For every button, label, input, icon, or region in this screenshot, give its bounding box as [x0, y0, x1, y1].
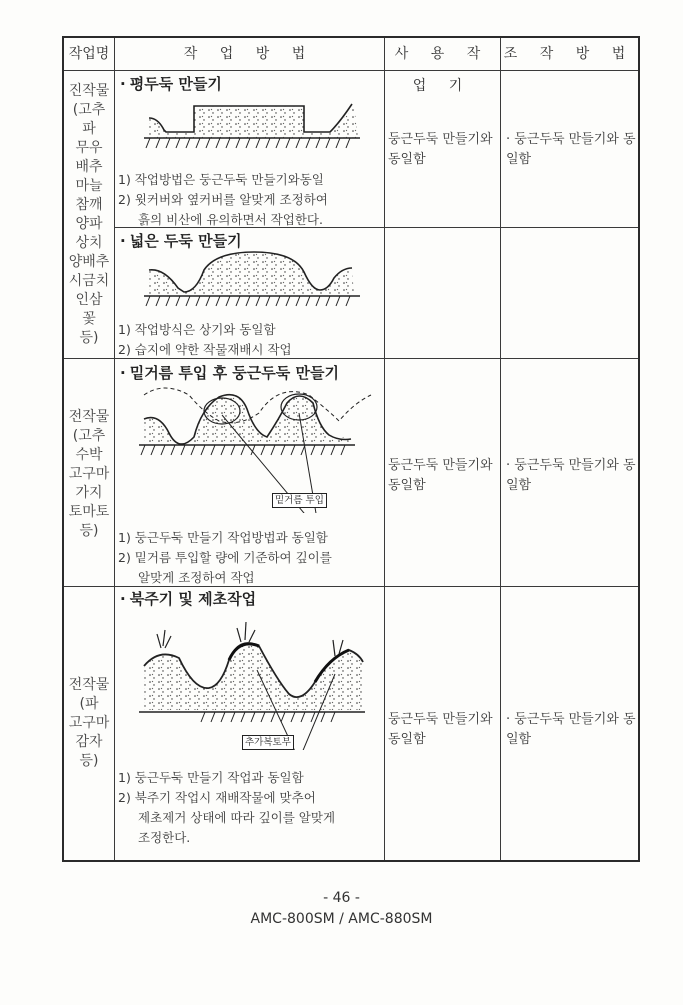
model-name: AMC-800SM / AMC-880SM	[250, 911, 433, 927]
crop-label: 꽃	[82, 311, 96, 327]
crop-label: 등)	[79, 330, 99, 346]
note-line: 1) 작업방식은 상기와 동일함	[118, 322, 276, 337]
flat-ridge-diagram	[144, 94, 364, 158]
column-divider	[114, 38, 115, 860]
machine-cell: 둥근두둑 만들기와 동일함	[388, 712, 493, 747]
section-notes	[118, 528, 332, 588]
note-line: 2) 밑거름 투입할 량에 기준하여 깊이를	[118, 550, 332, 565]
crop-label: 등)	[79, 523, 99, 539]
operation-cell: · 둥근두둑 만들기와 동일함	[506, 132, 636, 167]
crop-label: 인삼	[75, 292, 103, 308]
operation-cell: · 둥근두둑 만들기와 동일함	[506, 458, 636, 493]
section-title-fertilizer-ridge: · 밑거름 투입 후 둥근두둑 만들기	[120, 364, 339, 382]
note-line: 2) 윗커버와 옆커버를 알맞게 조정하여	[118, 192, 328, 207]
note-line: 제초제거 상태에 따라 깊이를 알맞게	[138, 810, 336, 825]
page-number: - 46 -	[323, 890, 360, 906]
crop-group-1	[64, 82, 114, 348]
crop-label: 고구마	[68, 715, 110, 731]
work-method-table	[62, 36, 640, 862]
section-title-hilling: · 북주기 및 제초작업	[120, 590, 257, 608]
crop-label: 상치	[75, 235, 103, 251]
crop-group-3	[64, 676, 114, 771]
hilling-diagram	[139, 610, 379, 750]
added-soil-callout: 추가복토부	[242, 735, 294, 750]
crop-label: 가지	[75, 485, 103, 501]
crop-label: 전작물	[68, 677, 110, 693]
fertilizer-callout: 밑거름 투입	[272, 493, 327, 508]
crop-label: 마늘	[75, 178, 103, 194]
header-divider	[64, 70, 638, 71]
crop-label: 참깨	[75, 197, 103, 213]
header-machine: 사 용 작 업 기	[394, 46, 490, 94]
crop-label: 양파	[75, 216, 103, 232]
crop-label: 배추	[75, 159, 103, 175]
note-line: 조정한다.	[138, 830, 191, 845]
note-line: 흙의 비산에 유의하면서 작업한다.	[138, 212, 323, 227]
section-notes	[118, 170, 328, 230]
machine-cell: 둥근두둑 만들기와 동일함	[388, 458, 493, 493]
header-operation: 조 작 방 법	[503, 46, 635, 62]
crop-label: (파	[79, 696, 99, 712]
header-work-method: 작 업 방 법	[183, 46, 315, 62]
crop-label: 등)	[79, 753, 99, 769]
crop-label: 전작물	[68, 409, 110, 425]
crop-label: 수박	[75, 447, 103, 463]
section-notes	[118, 768, 335, 848]
column-divider	[500, 38, 501, 860]
crop-label: (고추	[72, 428, 106, 444]
column-divider	[384, 38, 385, 860]
crop-label: 시금치	[68, 273, 110, 289]
section-title-flat-ridge: · 평두둑 만들기	[120, 75, 222, 93]
note-line: 1) 둥근두둑 만들기 작업방법과 동일함	[118, 530, 328, 545]
crop-label: 파	[82, 121, 96, 137]
note-line: 1) 둥근두둑 만들기 작업과 동일함	[118, 770, 304, 785]
note-line: 2) 북주기 작업시 재배작물에 맞추어	[118, 790, 316, 805]
crop-group-2	[64, 408, 114, 541]
operation-cell: · 둥근두둑 만들기와 동일함	[506, 712, 636, 747]
crop-label: 토마토	[68, 504, 110, 520]
section-title-wide-ridge: · 넓은 두둑 만들기	[120, 232, 242, 250]
note-line: 2) 습지에 약한 작물재배시 작업	[118, 342, 292, 357]
header-task-name: 작업명	[68, 46, 110, 62]
crop-label: 양배추	[68, 254, 110, 270]
crop-label: 감자	[75, 734, 103, 750]
note-line: 1) 작업방법은 둥근두둑 만들기와동일	[118, 172, 324, 187]
crop-label: 고구마	[68, 466, 110, 482]
fertilizer-ridge-diagram	[139, 383, 379, 513]
machine-cell: 둥근두둑 만들기와 동일함	[388, 132, 493, 167]
section-notes	[118, 320, 292, 360]
note-line: 알맞게 조정하여 작업	[138, 570, 255, 585]
crop-label: 무우	[75, 140, 103, 156]
crop-label: (고추	[72, 102, 106, 118]
wide-ridge-diagram	[144, 246, 364, 316]
crop-label: 진작물	[68, 83, 110, 99]
